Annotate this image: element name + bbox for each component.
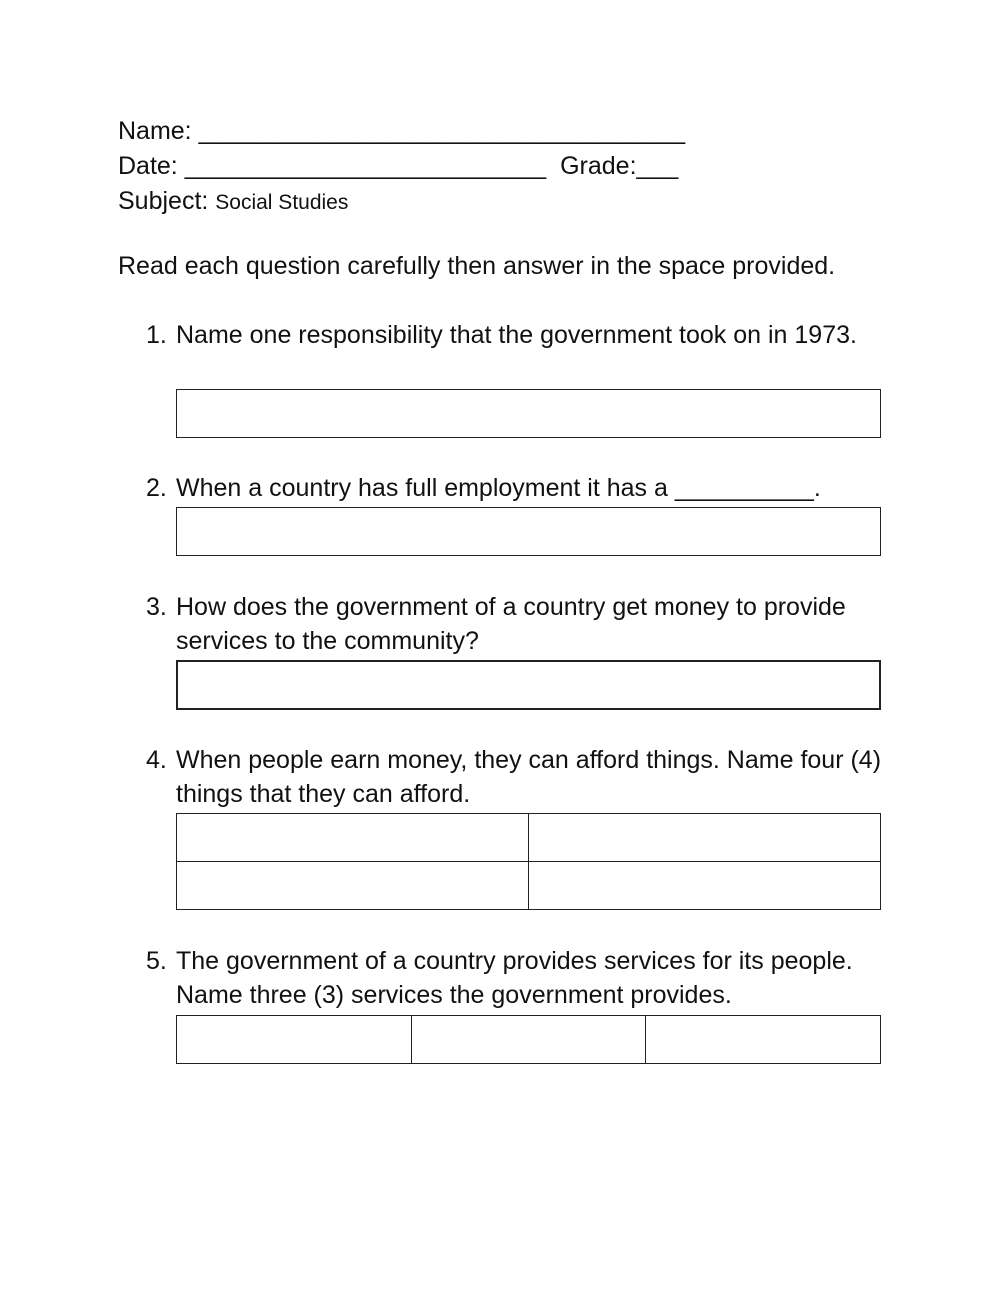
- question-5-text: The government of a country provides services for its people. Name three (3) services the government provides.: [176, 947, 853, 1009]
- question-4-text: When people earn money, they can afford things. Name four (4) things that they can afford.: [176, 746, 882, 808]
- question-5-answer-cell-1[interactable]: [177, 1016, 412, 1064]
- subject-line: [118, 186, 348, 218]
- question-5-number: 5.: [146, 947, 167, 975]
- question-3-number: 3.: [146, 593, 167, 621]
- question-5-answer-cell-3[interactable]: [646, 1016, 881, 1064]
- question-2-number: 2.: [146, 474, 167, 502]
- question-4-number: 4.: [146, 746, 167, 774]
- question-5-answer-cell-2[interactable]: [411, 1016, 646, 1064]
- question-1-number: 1.: [146, 321, 167, 349]
- question-5-answer-grid: [176, 1015, 881, 1064]
- question-4-answer-grid: [176, 813, 881, 910]
- subject-label: Subject:: [118, 187, 216, 215]
- question-4-answer-cell-2[interactable]: [529, 814, 881, 862]
- question-2-text: When a country has full employment it has a __________.: [176, 474, 821, 502]
- question-4-answer-cell-1[interactable]: [177, 814, 529, 862]
- question-3-answer-box[interactable]: [176, 660, 881, 710]
- subject-value: Social Studies: [215, 191, 349, 214]
- question-1-answer-box[interactable]: [176, 389, 881, 438]
- question-2-answer-box[interactable]: [176, 507, 881, 556]
- question-3-text: How does the government of a country get money to provide services to the community?: [176, 593, 846, 655]
- instructions: Read each question carefully then answer in the space provided.: [118, 252, 836, 280]
- date-grade-line: Date: __________________________ Grade:___: [118, 152, 679, 180]
- name-line: Name: ___________________________________: [118, 117, 686, 145]
- question-1-text: Name one responsibility that the government took on in 1973.: [176, 321, 857, 349]
- question-4-answer-cell-3[interactable]: [177, 862, 529, 910]
- question-4-answer-cell-4[interactable]: [529, 862, 881, 910]
